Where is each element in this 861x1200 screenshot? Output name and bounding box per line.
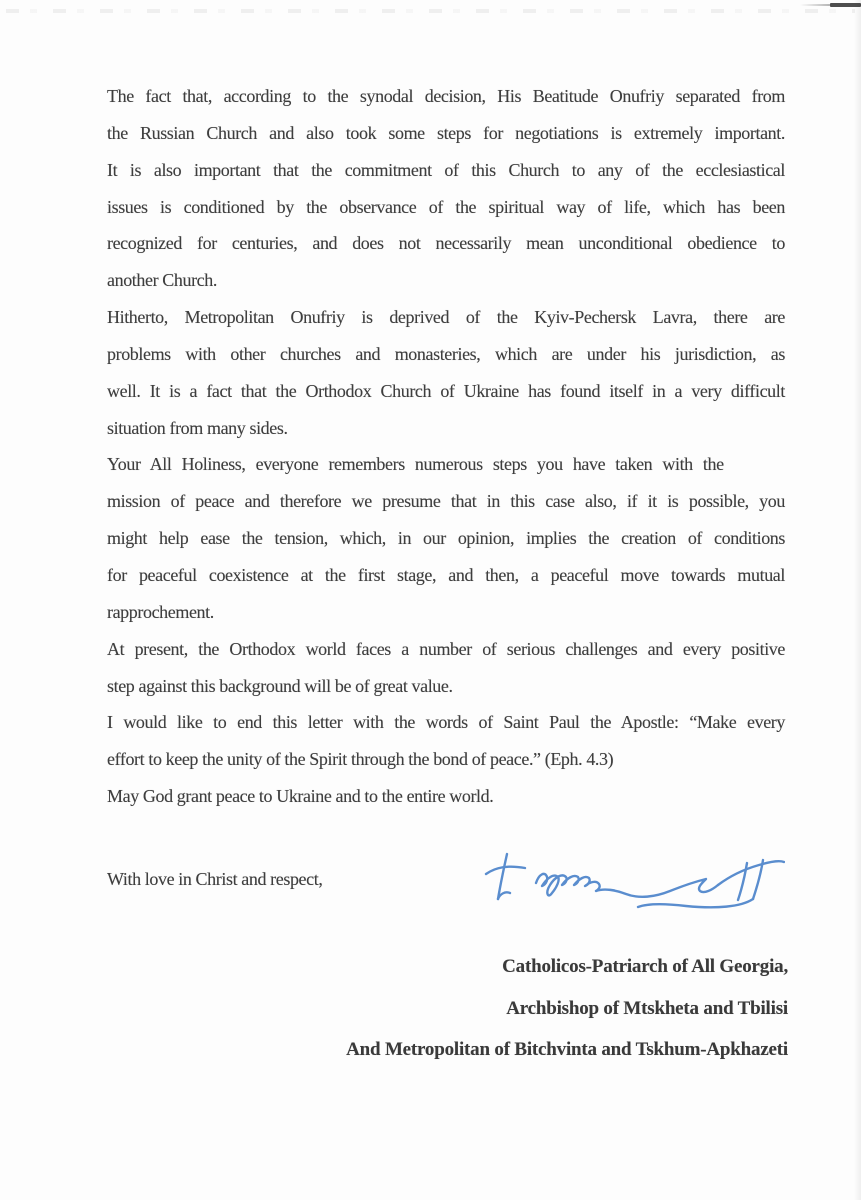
letter-body-line: May God grant peace to Ukraine and to the entire world. (107, 786, 494, 807)
letter-body-line: recognized for centuries, and does not necessarily mean unconditional obedience to (107, 233, 785, 254)
letter-body-line: The fact that, according to the synodal decision, His Beatitude Onufriy separated from (107, 86, 785, 106)
letter-body-line: problems with other churches and monasteries, which are under his jurisdiction, as (107, 343, 785, 364)
letter-body-line: Hitherto, Metropolitan Onufriy is deprived of the Kyiv-Pechersk Lavra, there are (107, 307, 785, 328)
letter-body-line: I would like to end this letter with the words of Saint Paul the Apostle: “Make every (107, 712, 785, 733)
letter-body-line: situation from many sides. (107, 417, 288, 438)
letter-body-line: It is also important that the commitment of this Church to any of the ecclesiastical (107, 159, 785, 180)
letter-body-line: rapprochement. (107, 601, 214, 622)
scanner-artifact-right-edge (854, 0, 861, 1200)
letter-body-line: might help ease the tension, which, in our opinion, implies the creation of conditions (107, 528, 785, 549)
signoff-title-line: And Metropolitan of Bitchvinta and Tskhum-Apkhazeti (346, 1039, 788, 1060)
letter-body-line: At present, the Orthodox world faces a number of serious challenges and every positive (107, 638, 785, 659)
letter-body-line: step against this background will be of great value. (107, 675, 453, 696)
letter-body-line: issues is conditioned by the observance of the spiritual way of life, which has been (107, 196, 785, 217)
signoff-title-line: Catholicos-Patriarch of All Georgia, (502, 956, 788, 977)
letter-body-line: for peaceful coexistence at the first stage, and then, a peaceful move towards mutual (107, 564, 785, 585)
letter-body (107, 78, 785, 815)
letter-body-line: Your All Holiness, everyone remembers numerous steps you have taken with the (107, 454, 724, 475)
letter-body-line: the Russian Church and also took some steps for negotiations is extremely important. (107, 122, 785, 143)
handwritten-signature-icon (450, 843, 785, 918)
signoff-titles (346, 946, 788, 1071)
letter-body-line: another Church. (107, 270, 217, 291)
scanner-artifact-top-noise (6, 9, 855, 13)
letter-body-line: mission of peace and therefore we presume that in this case also, if it is possible, you (107, 491, 785, 512)
signoff-title-line: Archbishop of Mtskheta and Tbilisi (506, 997, 788, 1019)
closing-line: With love in Christ and respect, (107, 869, 323, 889)
letter-body-line: well. It is a fact that the Orthodox Church of Ukraine has found itself in a very difficult (107, 380, 785, 401)
letter-body-line: effort to keep the unity of the Spirit through the bond of peace.” (Eph. 4.3) (107, 749, 614, 770)
